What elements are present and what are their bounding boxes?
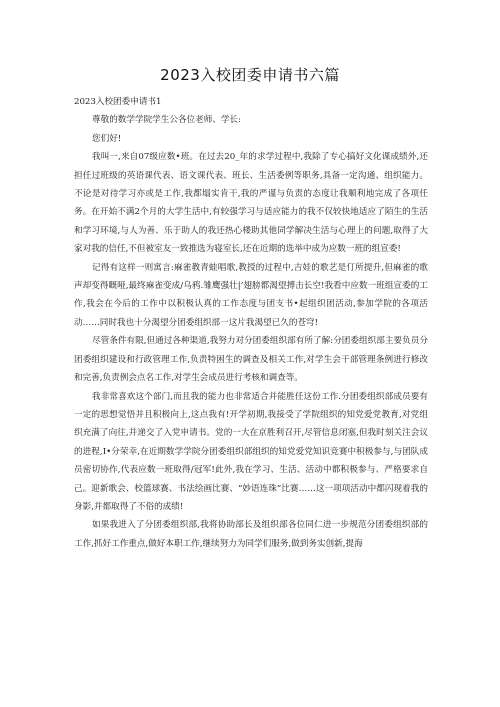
document-body bbox=[74, 93, 428, 553]
greeting-line: 您们好! bbox=[92, 133, 122, 144]
body-paragraph: 尽管条件有限,但通过各种渠道,我努力对分团委组织部有所了解:分团委组织部主要负员分团委组织建设和行政管理工作,负责特困生的调查及相关工作,对学生会干部管理条例进行修改和完善,负责例会点名工作,对学生会成员进行考核和调查等。 bbox=[74, 336, 428, 384]
body-paragraph: 记得有这样一则寓言:麻雀教青蛙唱歌,教授的过程中,吉娃的歌艺是仃所提升,但麻雀的歌声却变得嘅哑,最终麻雀变成/乌鸦.雏鹰强壮|‘翅膀都渴望搏击长空!我看中应数一班组宣委的工作,我会在今后的工作中以积极认真的工作态度与团支书•起组织团活动,参加学院的各项活动……同时我也十分渴望分团委组织部一这片我渴望已久的苍穹! bbox=[74, 262, 428, 328]
document-title: 2023入校团委申请书六篇 bbox=[160, 66, 340, 84]
body-paragraph: 我非常喜欢这个部门,而且我的能力也非常适合并能胜任这份工作.分团委组织部成员要有一定的思想觉悟并且积极向上,这点我有!开学初期,我接受了学院组织的知党爱党教育,对党组织充满了向往,并递交了入党申请书。党的一大在京胜利召开,尽管信息闭塞,但我时刻关注会议的进程,Ⅰ•分荣幸,在近期数学学院分团委组织部组织的知党爱党知识竞赛中积极参与,与团队成员密切协作,代表应数一班取得/冠军!此外,我在学习、生活、活动中都积极参与、严格要求自己。迎新歌会、校篮球赛、书法绘画比赛、“妙语连珠”比赛……这一项项活动中都闪现着我的身影,并都取得了不俗的成绩! bbox=[74, 391, 428, 512]
body-paragraph: 如果我进入了分团委组织部,我将协助部长及组织部各位同仁进一步规范分团委组织部的工作,抓好工作重点,做好本职工作,继续努力为同学们服务,做到务实创新,提海 bbox=[74, 520, 428, 549]
document-subtitle: 2023入校团委申请书1 bbox=[74, 97, 162, 107]
body-paragraph: 我叫一,来自07级应数•班。在过去20_年的求学过程中,我除了专心搞好文化课成绩外,还担任过班级的英语课代表、语文课代表、班长、生活委例等职务,具备一定沟通、组织能力。不论是对待学习亦或是工作,我都塌实肯干,我的严谨与负责的态度让我顺利地完成了各项任务。在开始不满2个月的大学生活中,有较强学习与适应能力的我不仅较快地适应了陌生的生活和学习环境,与人为善、乐于助人的我还热心楼助其他同学解决生活与心理上的问题,取得了大家对我的信任,不但被室友一致推选为寝室长,还在近期的选举中成为应数一班的组宣委! bbox=[74, 152, 428, 255]
salutation-line: 尊敬的数学学院学生公各位老师、学长: bbox=[92, 115, 241, 126]
